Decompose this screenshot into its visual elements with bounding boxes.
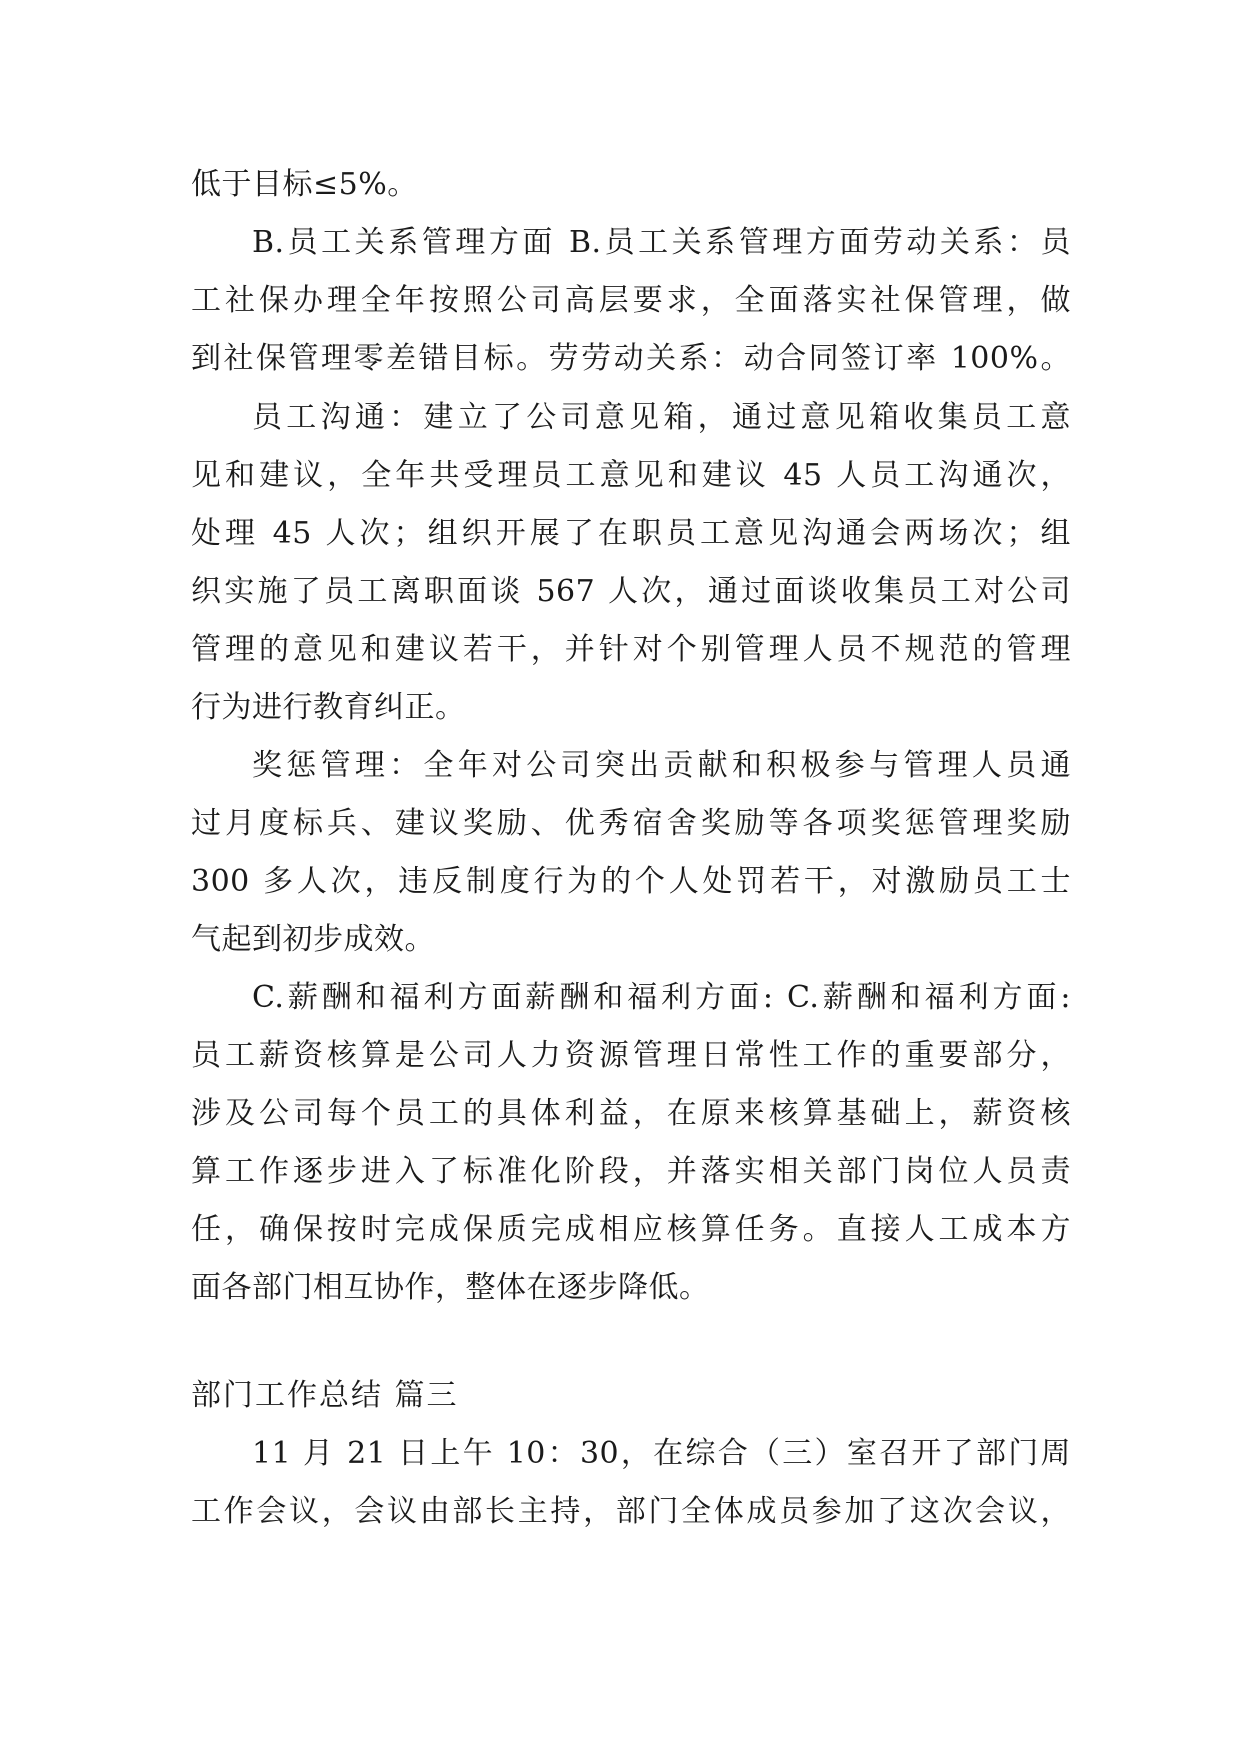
text-line: B.员工关系管理方面 B.员工关系管理方面劳动关系：员: [252, 225, 1071, 260]
text-line: 处理 45 人次；组织开展了在职员工意见沟通会两场次；组: [191, 516, 1071, 551]
text-line: 算工作逐步进入了标准化阶段，并落实相关部门岗位人员责: [191, 1154, 1071, 1189]
text-line: 见和建议，全年共受理员工意见和建议 45 人员工沟通次，: [191, 458, 1071, 493]
text-line: 行为进行教育纠正。: [191, 690, 466, 725]
section-heading: 部门工作总结 篇三: [191, 1378, 459, 1413]
text-line: 过月度标兵、建议奖励、优秀宿舍奖励等各项奖惩管理奖励: [191, 806, 1071, 841]
text-line: 11 月 21 日上午 10：30，在综合（三）室召开了部门周: [252, 1436, 1071, 1471]
text-line: C.薪酬和福利方面薪酬和福利方面: C.薪酬和福利方面:: [252, 980, 1071, 1015]
text-line: 到社保管理零差错目标。劳劳动关系：动合同签订率 100%。: [191, 341, 1071, 376]
text-line: 工社保办理全年按照公司高层要求，全面落实社保管理，做: [191, 283, 1071, 318]
text-line: 任，确保按时完成保质完成相应核算任务。直接人工成本方: [191, 1212, 1071, 1247]
text-line: 织实施了员工离职面谈 567 人次，通过面谈收集员工对公司: [191, 574, 1071, 609]
text-line: 工作会议，会议由部长主持，部门全体成员参加了这次会议，: [191, 1494, 1071, 1529]
text-line: 300 多人次，违反制度行为的个人处罚若干，对激励员工士: [191, 864, 1071, 899]
text-line: 员工薪资核算是公司人力资源管理日常性工作的重要部分，: [191, 1038, 1071, 1073]
text-line: 面各部门相互协作，整体在逐步降低。: [191, 1270, 710, 1305]
text-line: 员工沟通：建立了公司意见箱，通过意见箱收集员工意: [252, 400, 1071, 435]
text-line: 涉及公司每个员工的具体利益，在原来核算基础上，薪资核: [191, 1096, 1071, 1131]
text-line: 奖惩管理：全年对公司突出贡献和积极参与管理人员通: [252, 748, 1071, 783]
text-line: 低于目标≤5%。: [191, 167, 418, 202]
text-line: 管理的意见和建议若干，并针对个别管理人员不规范的管理: [191, 632, 1071, 667]
text-line: 气起到初步成效。: [191, 922, 435, 957]
